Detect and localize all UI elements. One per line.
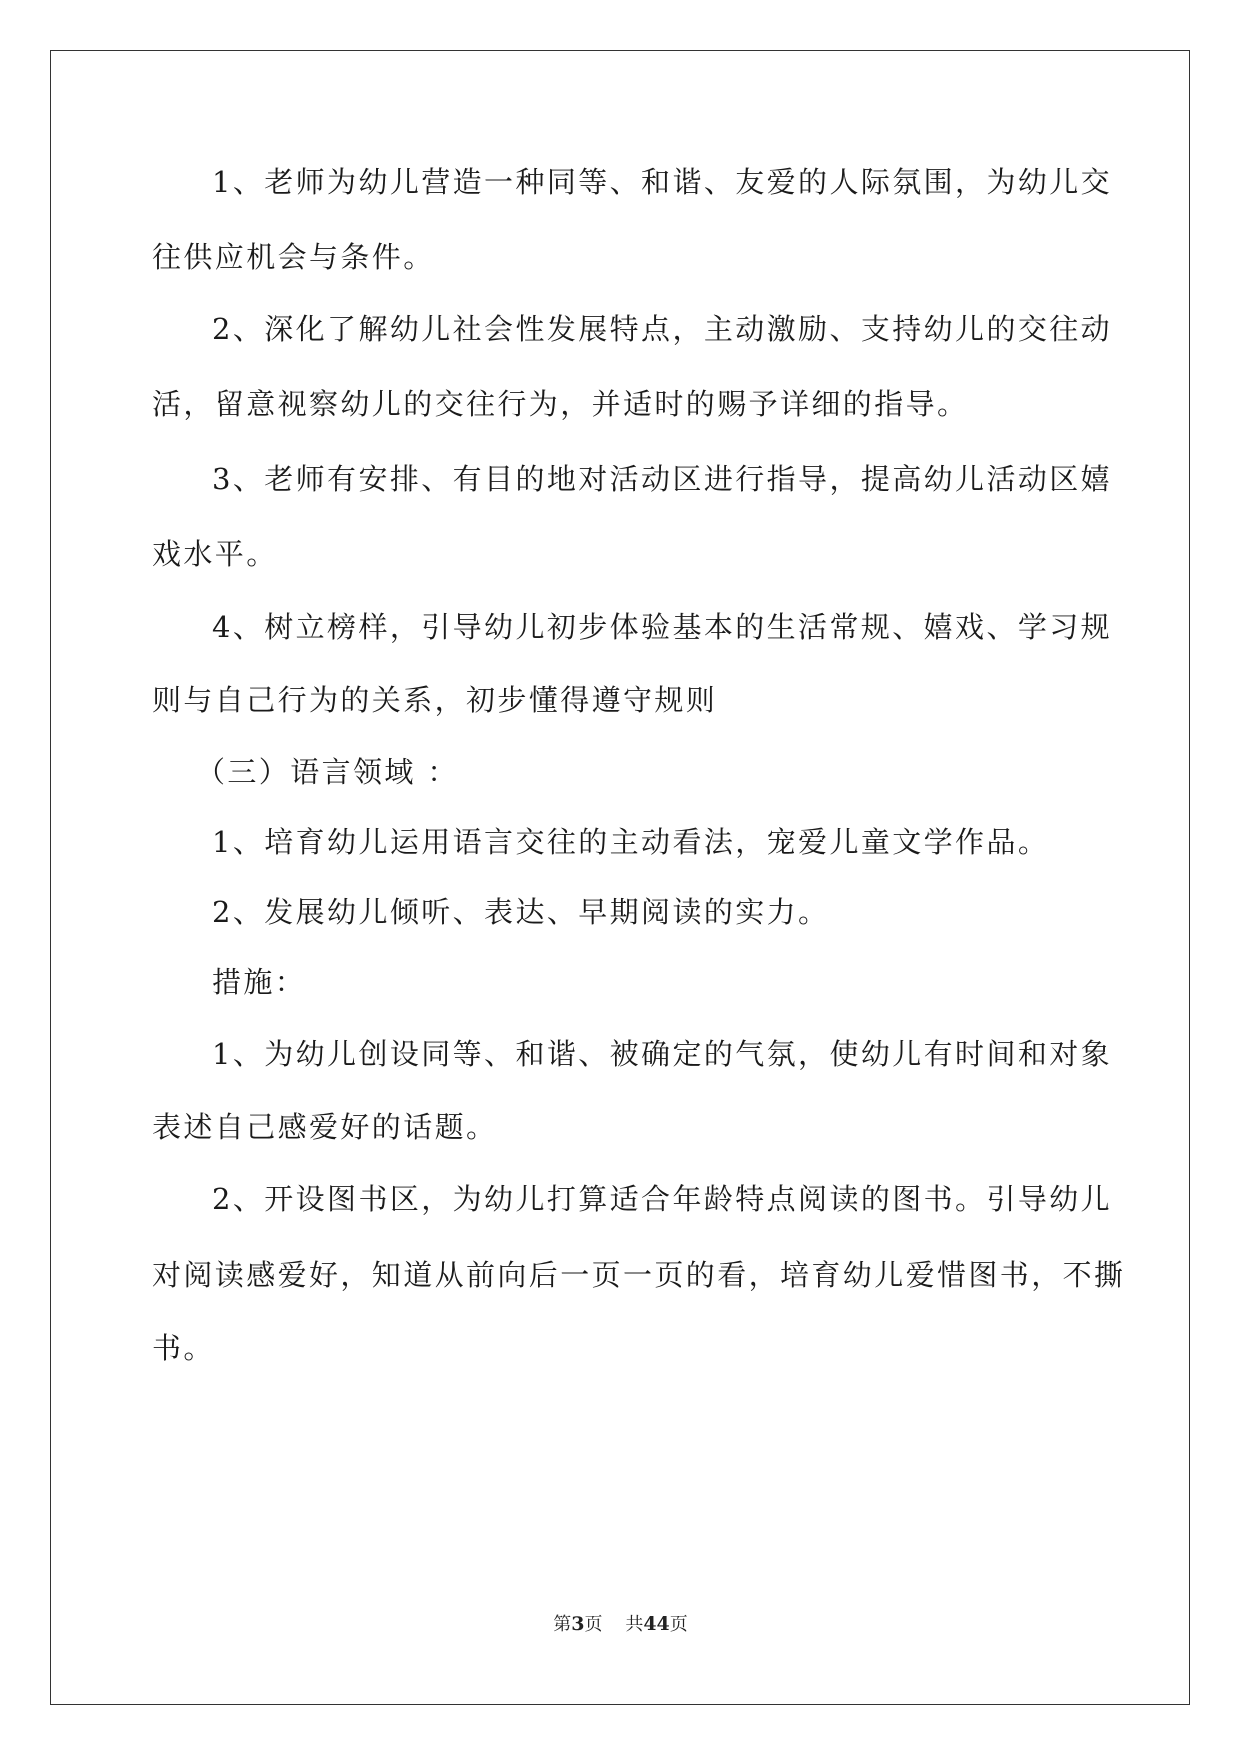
footer-total-suffix: 页: [669, 1614, 688, 1635]
language-goal-2: 2、发展幼儿倾听、表达、早期阅读的实力。: [212, 895, 830, 929]
measure-2-line-2: 对阅读感爱好，知道从前向后一页一页的看，培育幼儿爱惜图书，不撕: [152, 1258, 1126, 1292]
paragraph-4-line-2: 则与自己行为的关系，初步懂得遵守规则: [152, 683, 718, 717]
measure-2-line-1: 2、开设图书区，为幼儿打算适合年龄特点阅读的图书。引导幼儿: [212, 1182, 1113, 1216]
paragraph-2-line-2: 活，留意视察幼儿的交往行为，并适时的赐予详细的指导。: [152, 387, 969, 421]
page-footer: [0, 1612, 1241, 1637]
current-page-number: 3: [571, 1613, 585, 1635]
footer-page-suffix: 页: [584, 1614, 603, 1635]
measure-1-line-1: 1、为幼儿创设同等、和谐、被确定的气氛，使幼儿有时间和对象: [212, 1037, 1113, 1071]
language-goal-1: 1、培育幼儿运用语言交往的主动看法，宠爱儿童文学作品。: [212, 825, 1050, 859]
footer-prefix: 第: [553, 1614, 572, 1635]
measure-1-line-2: 表述自己感爱好的话题。: [152, 1110, 498, 1144]
page-border: [50, 50, 1190, 1705]
measures-heading: 措施：: [212, 965, 307, 999]
paragraph-4-line-1: 4、树立榜样，引导幼儿初步体验基本的生活常规、嬉戏、学习规: [212, 610, 1113, 644]
paragraph-1-line-1: 1、老师为幼儿营造一种同等、和谐、友爱的人际氛围，为幼儿交: [212, 165, 1113, 199]
paragraph-2-line-1: 2、深化了解幼儿社会性发展特点，主动激励、支持幼儿的交往动: [212, 312, 1113, 346]
paragraph-3-line-2: 戏水平。: [152, 537, 278, 571]
paragraph-1-line-2: 往供应机会与条件。: [152, 240, 435, 274]
measure-2-line-3: 书。: [152, 1331, 215, 1365]
paragraph-3-line-1: 3、老师有安排、有目的地对活动区进行指导，提高幼儿活动区嬉: [212, 462, 1113, 496]
total-page-count: 44: [643, 1613, 670, 1635]
section-heading-language: （三）语言领域 ：: [196, 755, 459, 789]
footer-total-prefix: 共: [625, 1614, 644, 1635]
